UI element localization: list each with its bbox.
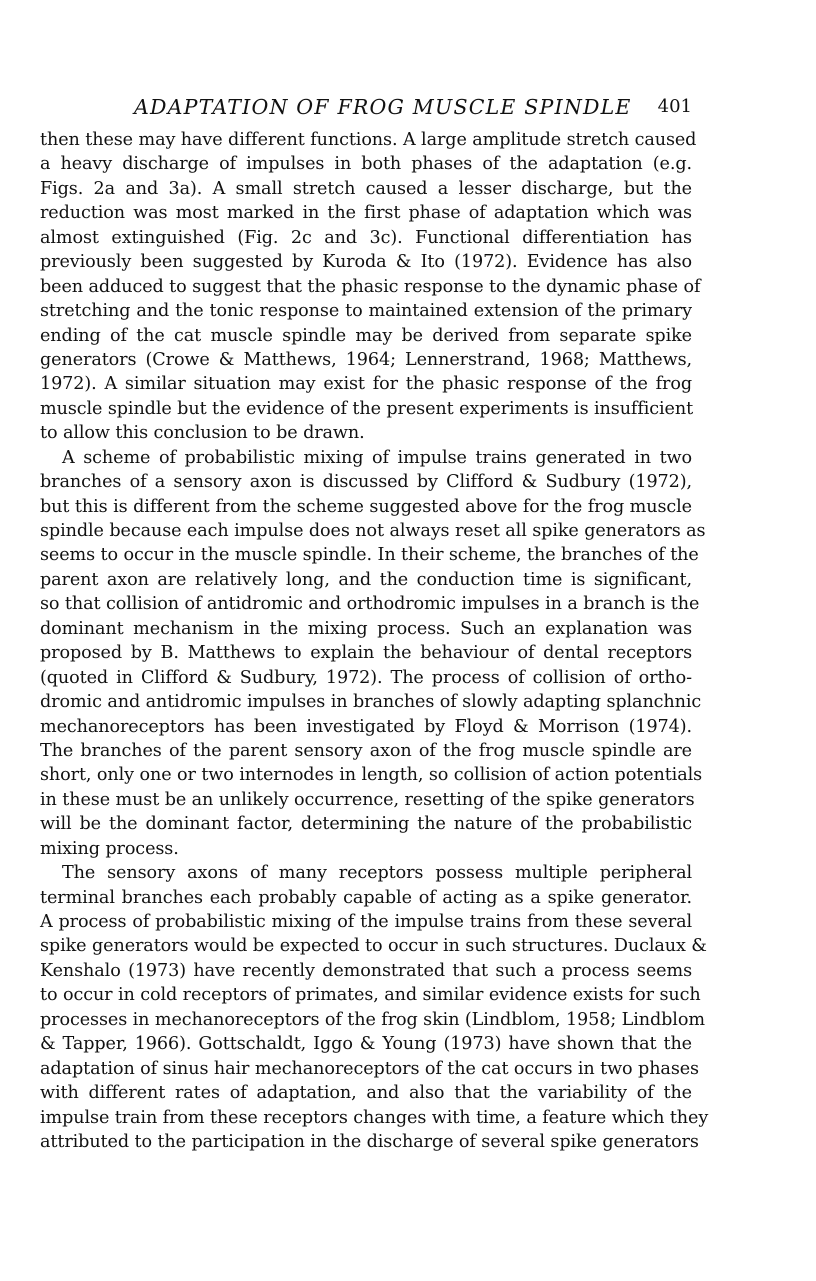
text-line: almost extinguished (Fig. 2c and 3c). Functional differentiation has (40, 227, 692, 248)
paragraph (40, 861, 709, 1154)
text-line: reduction was most marked in the first phase of adaptation which was (40, 203, 692, 224)
text-line: A scheme of probabilistic mixing of impulse trains generated in two (62, 447, 692, 468)
text-line: ending of the cat muscle spindle may be derived from separate spike (40, 325, 692, 346)
paragraph (40, 446, 706, 861)
text-line: short, only one or two internodes in length, so collision of action potentials (40, 765, 703, 786)
running-title: ADAPTATION OF FROG MUSCLE SPINDLE (134, 95, 632, 119)
text-line: (quoted in Clifford & Sudbury, 1972). The process of collision of ortho- (40, 667, 692, 688)
text-line: The branches of the parent sensory axon of the frog muscle spindle are (40, 740, 692, 761)
text-line: The sensory axons of many receptors possess multiple peripheral (62, 863, 692, 884)
body-text (40, 128, 709, 1154)
text-line: with different rates of adaptation, and also that the variability of the (40, 1083, 692, 1104)
text-line: adaptation of sinus hair mechanoreceptors of the cat occurs in two phases (40, 1058, 699, 1079)
text-line: muscle spindle but the evidence of the present experiments is insufficient (40, 398, 694, 419)
text-line: in these must be an unlikely occurrence, resetting of the spike generators (40, 789, 695, 810)
text-line: terminal branches each probably capable of acting as a spike generator. (40, 887, 692, 908)
text-line: stretching and the tonic response to maintained extension of the primary (40, 301, 692, 322)
text-line: Kenshalo (1973) have recently demonstrated that such a process seems (40, 960, 692, 981)
text-line: a heavy discharge of impulses in both phases of the adaptation (e.g. (40, 154, 692, 175)
text-line: been adduced to suggest that the phasic response to the dynamic phase of (40, 276, 701, 297)
text-line: to allow this conclusion to be drawn. (40, 423, 365, 444)
text-line: previously been suggested by Kuroda & Ito (1972). Evidence has also (40, 252, 692, 273)
text-line: spike generators would be expected to occur in such structures. Duclaux & (40, 936, 707, 957)
text-line: but this is different from the scheme suggested above for the frog muscle (40, 496, 692, 517)
running-head (40, 94, 692, 124)
text-line: mixing process. (40, 838, 179, 859)
text-line: then these may have different functions. A large amplitude stretch caused (40, 130, 697, 150)
text-line: & Tapper, 1966). Gottschaldt, Iggo & Young (1973) have shown that the (40, 1034, 692, 1055)
text-line: processes in mechanoreceptors of the frog skin (Lindblom, 1958; Lindblom (40, 1009, 705, 1030)
text-line: mechanoreceptors has been investigated by Floyd & Morrison (1974). (40, 716, 692, 737)
text-line: impulse train from these receptors changes with time, a feature which they (40, 1107, 709, 1128)
paragraph (40, 128, 701, 446)
text-line: dromic and antidromic impulses in branches of slowly adapting splanchnic (40, 692, 702, 713)
text-line: spindle because each impulse does not always reset all spike generators as (40, 521, 706, 541)
text-line: parent axon are relatively long, and the conduction time is significant, (40, 569, 692, 590)
text-line: branches of a sensory axon is discussed by Clifford & Sudbury (1972), (40, 472, 692, 493)
text-line: dominant mechanism in the mixing process. Such an explanation was (40, 618, 692, 639)
text-line: generators (Crowe & Matthews, 1964; Lennerstrand, 1968; Matthews, (40, 349, 692, 370)
text-line: Figs. 2a and 3a). A small stretch caused a lesser discharge, but the (40, 178, 692, 199)
text-line: so that collision of antidromic and orthodromic impulses in a branch is the (40, 594, 700, 615)
page-number: 401 (657, 96, 692, 117)
text-line: attributed to the participation in the discharge of several spike generators (40, 1131, 699, 1152)
text-line: will be the dominant factor, determining the nature of the probabilistic (40, 814, 692, 835)
text-line: seems to occur in the muscle spindle. In their scheme, the branches of the (40, 545, 699, 566)
text-line: proposed by B. Matthews to explain the behaviour of dental receptors (40, 643, 692, 664)
text-line: to occur in cold receptors of primates, and similar evidence exists for such (40, 985, 701, 1006)
text-line: A process of probabilistic mixing of the impulse trains from these several (40, 912, 692, 932)
text-line: 1972). A similar situation may exist for the phasic response of the frog (40, 374, 692, 395)
